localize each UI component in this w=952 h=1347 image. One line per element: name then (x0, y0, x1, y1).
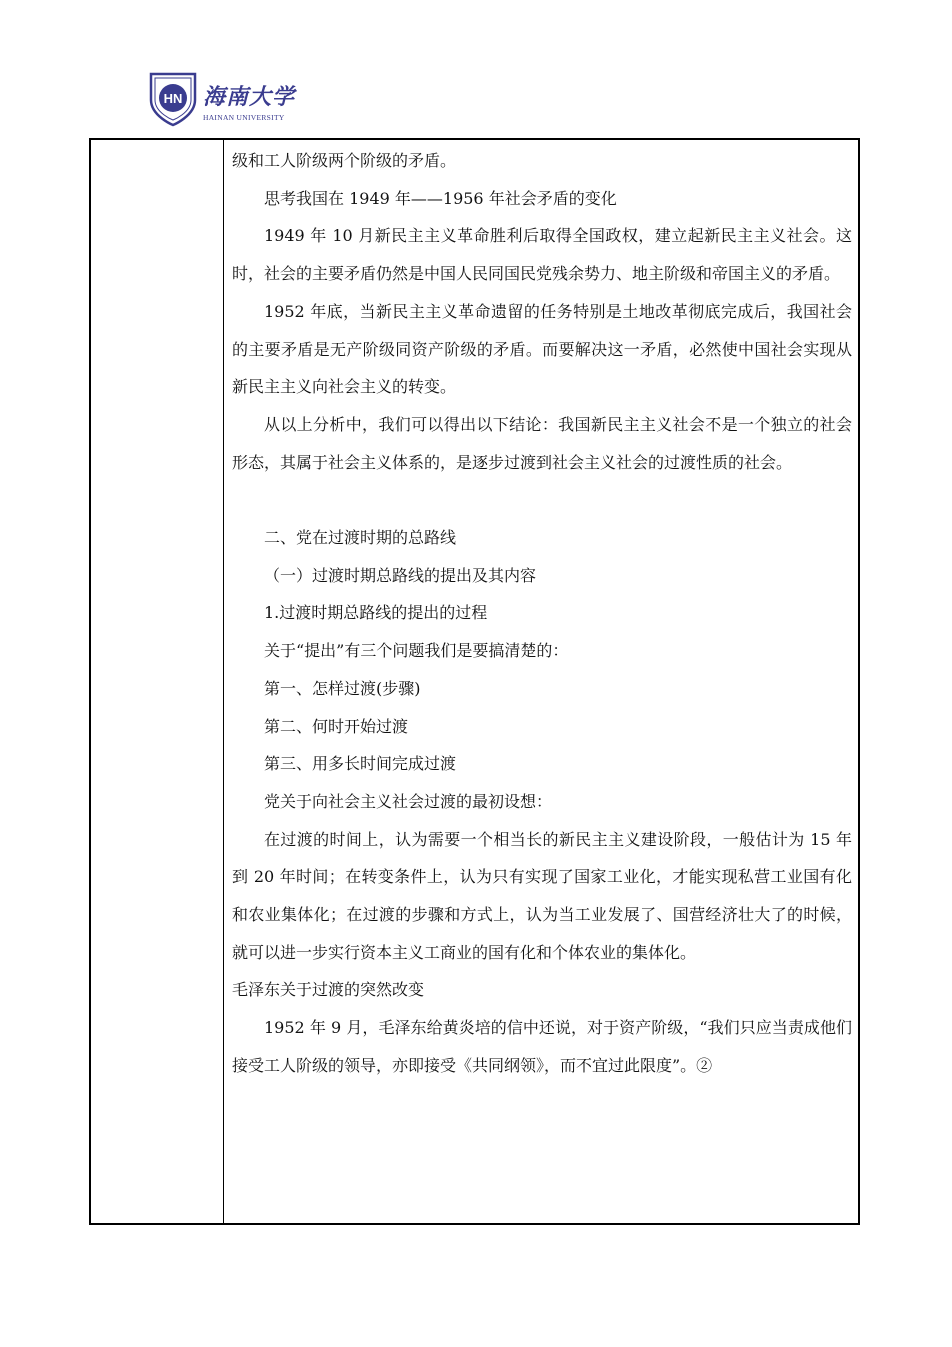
paragraph: 关于“提出”有三个问题我们是要搞清楚的： (264, 641, 569, 661)
paragraph: 1952 年底，当新民主主义革命遗留的任务特别是土地改革彻底完成后，我国社会的主要矛盾是无产阶级同资产阶级的矛盾。而要解决这一矛盾，必然使中国社会实现从新民主主义向社会主义的转变。 (232, 301, 852, 397)
table-left-cell (91, 140, 224, 1223)
paragraph: 级和工人阶级两个阶级的矛盾。 (232, 151, 457, 170)
content-table (89, 138, 860, 1225)
list-item: 第一、怎样过渡(步骤) (264, 678, 421, 698)
paragraph: 毛泽东关于过渡的突然改变 (232, 980, 425, 1000)
paragraph: 从以上分析中，我们可以得出以下结论：我国新民主主义社会不是一个独立的社会形态，其属于社会主义体系的，是逐步过渡到社会主义社会的过渡性质的社会。 (232, 414, 852, 472)
list-item: 第二、何时开始过渡 (264, 716, 409, 736)
paragraph: 党关于向社会主义社会过渡的最初设想： (264, 791, 553, 811)
university-emblem-icon (148, 70, 198, 128)
paragraph: 1949 年 10 月新民主主义革命胜利后取得全国政权，建立起新民主主义社会。这时，社会的主要矛盾仍然是中国人民同国民党残余势力、地主阶级和帝国主义的矛盾。 (232, 226, 852, 284)
university-name-en: HAINAN UNIVERSITY (203, 113, 285, 122)
list-item: 第三、用多长时间完成过渡 (264, 754, 457, 774)
university-name-cn: 海南大学 (203, 84, 296, 110)
paragraph: 在过渡的时间上，认为需要一个相当长的新民主主义建设阶段，一般估计为 15 年到 20 年时间；在转变条件上，认为只有实现了国家工业化，才能实现私营工业国有化和农业集体化；在过渡的步骤和方式上，认为当工业发展了、国营经济壮大了的时候，就可以进一步实行资本主义工商业的国有化和个体农业的集体化。 (232, 829, 852, 962)
paragraph: 1952 年 9 月，毛泽东给黄炎培的信中还说，对于资产阶级，“我们只应当责成他们接受工人阶级的领导，亦即接受《共同纲领》，而不宜过此限度”。② (232, 1018, 852, 1075)
paragraph: 思考我国在 1949 年——1956 年社会矛盾的变化 (264, 188, 617, 208)
blank-line (232, 481, 852, 519)
svg-text:HN: HN (163, 91, 183, 106)
table-content-cell (232, 142, 852, 1085)
section-heading: 二、党在过渡时期的总路线 (264, 528, 457, 548)
subsection-heading: （一）过渡时期总路线的提出及其内容 (264, 565, 537, 585)
paragraph: 1.过渡时期总路线的提出的过程 (264, 603, 488, 623)
